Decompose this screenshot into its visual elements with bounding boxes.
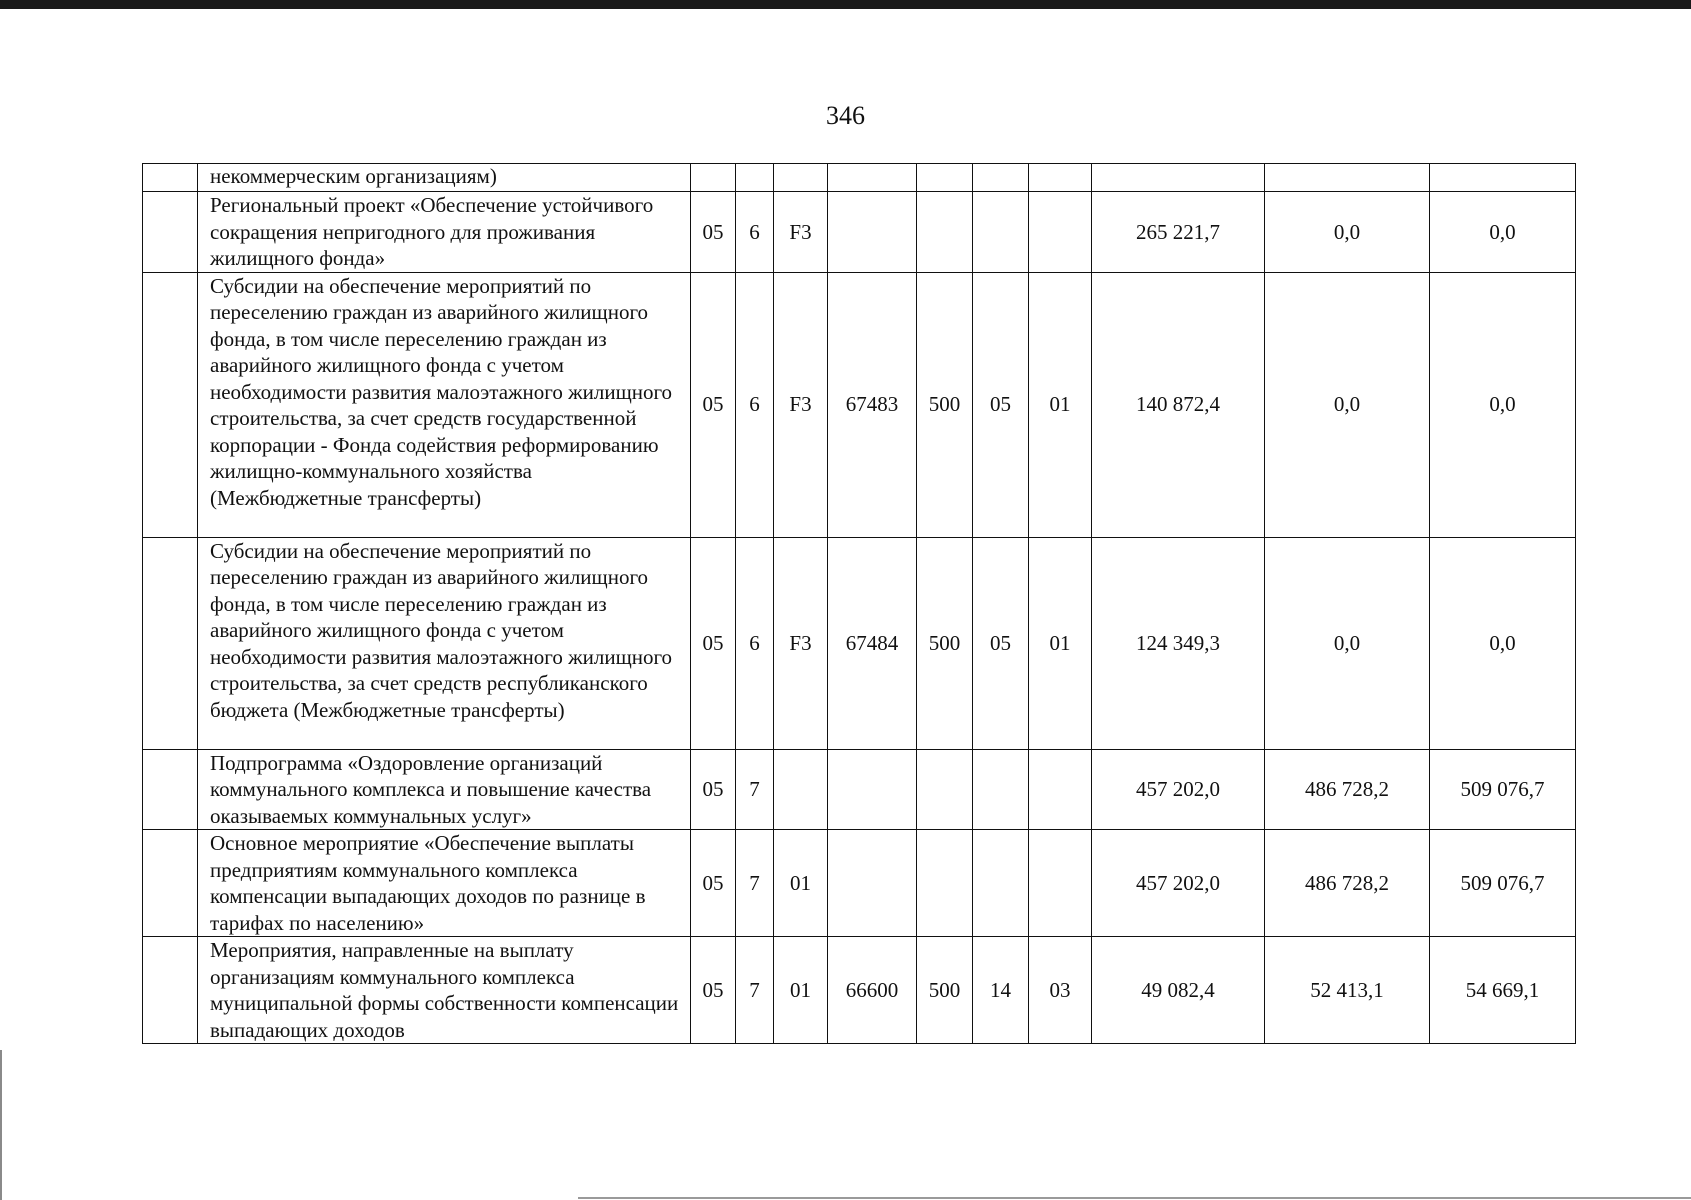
om-code-cell: F3 [774, 537, 828, 749]
om-code-cell [774, 749, 828, 830]
table-row [143, 749, 1576, 830]
gp-code-cell: 05 [691, 272, 736, 537]
row-number-cell [143, 192, 198, 273]
scan-bottom-edge [578, 1197, 1691, 1199]
row-name-cell: Субсидии на обеспечение мероприятий по переселению граждан из аварийного жилищного фонда, в том числе переселению граждан из аварийного жилищного фонда с учетом необходимости развития малоэтажного жилищного строительства, за счет средств республиканского бюджета (Межбюджетные трансферты) [198, 537, 691, 749]
amount-year3-cell: 54 669,1 [1430, 937, 1576, 1044]
amount-year1-cell: 265 221,7 [1092, 192, 1265, 273]
gp-code-cell [691, 164, 736, 192]
table-row [143, 537, 1576, 749]
amount-year2-cell: 0,0 [1265, 537, 1430, 749]
direction-code-cell [828, 749, 917, 830]
expense-type-cell [917, 192, 973, 273]
table-row [143, 164, 1576, 192]
pp-code-cell: 7 [736, 749, 774, 830]
table-row [143, 830, 1576, 937]
om-code-cell: F3 [774, 192, 828, 273]
expense-type-cell: 500 [917, 272, 973, 537]
amount-year1-cell: 140 872,4 [1092, 272, 1265, 537]
gp-code-cell: 05 [691, 830, 736, 937]
direction-code-cell [828, 192, 917, 273]
pp-code-cell: 7 [736, 937, 774, 1044]
row-number-cell [143, 537, 198, 749]
om-code-cell: F3 [774, 272, 828, 537]
amount-year2-cell [1265, 164, 1430, 192]
pp-code-cell: 6 [736, 192, 774, 273]
row-number-cell [143, 830, 198, 937]
gp-code-cell: 05 [691, 537, 736, 749]
amount-year2-cell: 486 728,2 [1265, 749, 1430, 830]
row-name-cell: некоммерческим организациям) [198, 164, 691, 192]
gp-code-cell: 05 [691, 749, 736, 830]
scan-top-border [0, 0, 1691, 9]
subsection-code-cell: 01 [1029, 272, 1092, 537]
subsection-code-cell [1029, 830, 1092, 937]
amount-year2-cell: 0,0 [1265, 192, 1430, 273]
amount-year1-cell [1092, 164, 1265, 192]
amount-year2-cell: 486 728,2 [1265, 830, 1430, 937]
budget-table [142, 163, 1576, 1044]
table-row [143, 272, 1576, 537]
om-code-cell: 01 [774, 937, 828, 1044]
scan-left-edge [0, 1050, 2, 1200]
section-code-cell [973, 164, 1029, 192]
amount-year3-cell: 509 076,7 [1430, 830, 1576, 937]
amount-year2-cell: 52 413,1 [1265, 937, 1430, 1044]
gp-code-cell: 05 [691, 937, 736, 1044]
expense-type-cell: 500 [917, 937, 973, 1044]
pp-code-cell: 6 [736, 537, 774, 749]
expense-type-cell [917, 164, 973, 192]
expense-type-cell [917, 830, 973, 937]
direction-code-cell: 67484 [828, 537, 917, 749]
row-number-cell [143, 164, 198, 192]
section-code-cell [973, 830, 1029, 937]
pp-code-cell [736, 164, 774, 192]
amount-year2-cell: 0,0 [1265, 272, 1430, 537]
om-code-cell: 01 [774, 830, 828, 937]
expense-type-cell: 500 [917, 537, 973, 749]
amount-year1-cell: 457 202,0 [1092, 830, 1265, 937]
row-number-cell [143, 937, 198, 1044]
row-name-cell: Подпрограмма «Оздоровление организаций коммунального комплекса и повышение качества оказываемых коммунальных услуг» [198, 749, 691, 830]
amount-year1-cell: 49 082,4 [1092, 937, 1265, 1044]
row-number-cell [143, 749, 198, 830]
amount-year3-cell: 0,0 [1430, 192, 1576, 273]
subsection-code-cell: 01 [1029, 537, 1092, 749]
row-name-cell: Региональный проект «Обеспечение устойчивого сокращения непригодного для проживания жилищного фонда» [198, 192, 691, 273]
section-code-cell: 05 [973, 537, 1029, 749]
direction-code-cell [828, 830, 917, 937]
row-name-cell: Мероприятия, направленные на выплату организациям коммунального комплекса муниципальной формы собственности компенсации выпадающих доходов [198, 937, 691, 1044]
section-code-cell [973, 749, 1029, 830]
section-code-cell: 05 [973, 272, 1029, 537]
table-row [143, 192, 1576, 273]
page-number: 346 [826, 101, 865, 130]
subsection-code-cell [1029, 192, 1092, 273]
gp-code-cell: 05 [691, 192, 736, 273]
row-name-cell: Субсидии на обеспечение мероприятий по переселению граждан из аварийного жилищного фонда, в том числе переселению граждан из аварийного жилищного фонда с учетом необходимости развития малоэтажного жилищного строительства, за счет средств государственной корпорации - Фонда содействия реформированию жилищно-коммунального хозяйства (Межбюджетные трансферты) [198, 272, 691, 537]
expense-type-cell [917, 749, 973, 830]
subsection-code-cell [1029, 164, 1092, 192]
amount-year3-cell [1430, 164, 1576, 192]
row-number-cell [143, 272, 198, 537]
amount-year3-cell: 0,0 [1430, 272, 1576, 537]
table-row [143, 937, 1576, 1044]
subsection-code-cell [1029, 749, 1092, 830]
amount-year3-cell: 0,0 [1430, 537, 1576, 749]
section-code-cell: 14 [973, 937, 1029, 1044]
row-name-cell: Основное мероприятие «Обеспечение выплаты предприятиям коммунального комплекса компенсации выпадающих доходов по разнице в тарифах по населению» [198, 830, 691, 937]
amount-year1-cell: 457 202,0 [1092, 749, 1265, 830]
direction-code-cell [828, 164, 917, 192]
amount-year1-cell: 124 349,3 [1092, 537, 1265, 749]
direction-code-cell: 66600 [828, 937, 917, 1044]
om-code-cell [774, 164, 828, 192]
section-code-cell [973, 192, 1029, 273]
pp-code-cell: 6 [736, 272, 774, 537]
amount-year3-cell: 509 076,7 [1430, 749, 1576, 830]
subsection-code-cell: 03 [1029, 937, 1092, 1044]
direction-code-cell: 67483 [828, 272, 917, 537]
pp-code-cell: 7 [736, 830, 774, 937]
